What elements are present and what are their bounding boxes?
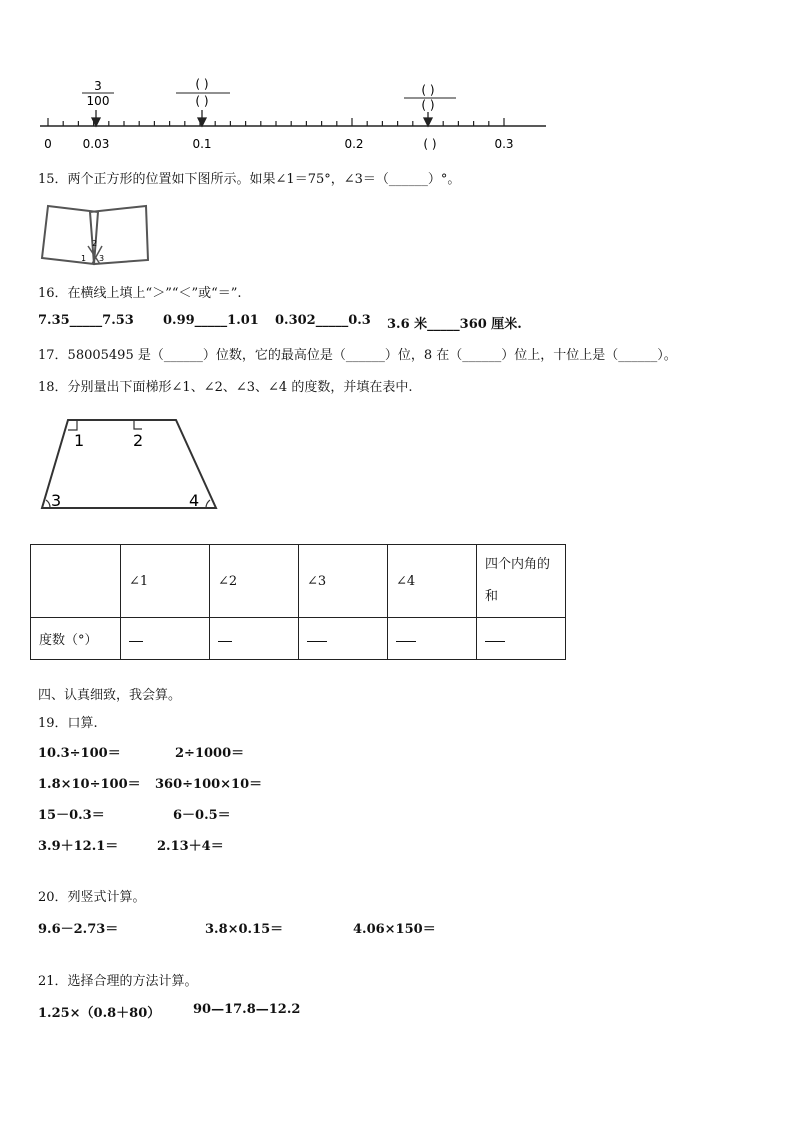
calc-item: 15－0.3＝ (38, 808, 105, 823)
compare-item-4: 3.6 米_____360 厘米. (387, 317, 522, 332)
answer-cell[interactable] (299, 618, 388, 660)
question-21: 21．选择合理的方法计算。 (38, 974, 198, 989)
angle-label-3: 3 (51, 491, 62, 510)
angle-label-1: 1 (81, 254, 87, 263)
table-header-cell: ∠4 (388, 545, 477, 618)
angle-label-4: 4 (189, 491, 200, 510)
table-header-cell: ∠2 (210, 545, 299, 618)
tick-label-0-2: 0.2 (344, 137, 364, 151)
sum-header-line-2: 和 (485, 589, 499, 604)
compare-item-3: 0.302_____0.3 (275, 313, 371, 328)
tick-label-0-1: 0.1 (192, 137, 212, 151)
two-squares-figure (40, 200, 152, 272)
question-16: 16．在横线上填上“＞”“＜”或“＝”. (38, 286, 242, 301)
tick-label-0-3: 0.3 (494, 137, 514, 151)
question-17: 17．58005495 是（______）位数，它的最高位是（______）位，8 在（______）位上，十位上是（______）。 (38, 348, 677, 363)
calc-item: 3.8×0.15＝ (205, 922, 284, 937)
calc-item: 6－0.5＝ (173, 808, 231, 823)
answer-cell[interactable] (210, 618, 299, 660)
answer-cell[interactable] (477, 618, 566, 660)
question-15: 15．两个正方形的位置如下图所示。如果∠1＝75°，∠3＝（______）°。 (38, 172, 461, 187)
arrow-icon (92, 110, 432, 126)
table-header-cell-sum (477, 545, 566, 618)
calc-item: 3.9＋12.1＝ (38, 839, 119, 854)
table-header-cell (31, 545, 121, 618)
question-18: 18．分别量出下面梯形∠1、∠2、∠3、∠4 的度数，并填在表中. (38, 380, 413, 395)
angle-label-1: 1 (74, 431, 85, 450)
tick-label-0: 0 (44, 137, 52, 151)
calc-item: 360÷100×10＝ (155, 777, 263, 792)
tick-label-0-03: 0.03 (82, 137, 110, 151)
angle-label-2: 2 (92, 239, 98, 248)
compare-item-2: 0.99_____1.01 (163, 313, 259, 328)
number-line-figure (36, 74, 556, 154)
calc-item: 1.25×（0.8＋80） (38, 1006, 161, 1021)
calc-item: 1.8×10÷100＝ (38, 777, 141, 792)
calc-item: 4.06×150＝ (353, 922, 436, 937)
question-20: 20．列竖式计算。 (38, 890, 146, 905)
table-row-label: 度数（°） (31, 618, 121, 660)
blank-fraction-2-numerator: ( ) (421, 83, 435, 97)
table-header-cell: ∠1 (121, 545, 210, 618)
calc-item: 90—17.8—12.2 (193, 1002, 301, 1017)
calc-item: 2.13＋4＝ (157, 839, 224, 854)
answer-cell[interactable] (388, 618, 477, 660)
fraction-denominator: 100 (86, 94, 110, 108)
tick-label-blank: ( ) (423, 137, 437, 151)
angle-label-3: 3 (99, 254, 105, 263)
answer-cell[interactable] (121, 618, 210, 660)
angle-degree-table (30, 544, 566, 660)
calc-item: 10.3÷100＝ (38, 746, 121, 761)
table-header-row (31, 545, 566, 618)
table-header-cell: ∠3 (299, 545, 388, 618)
trapezoid-figure (36, 414, 222, 514)
angle-label-2: 2 (133, 431, 144, 450)
table-row (31, 618, 566, 660)
compare-item-1: 7.35_____7.53 (38, 313, 134, 328)
blank-fraction-1-denominator: ( ) (195, 94, 209, 108)
calc-item: 9.6－2.73＝ (38, 922, 119, 937)
section-title: 四、认真细致，我会算。 (38, 688, 182, 703)
calc-item: 2÷1000＝ (175, 746, 245, 761)
blank-fraction-1-numerator: ( ) (195, 77, 209, 91)
sum-header-line-1: 四个内角的 (485, 557, 551, 572)
question-19: 19．口算. (38, 716, 98, 731)
fraction-numerator: 3 (94, 79, 102, 93)
blank-fraction-2-denominator: ( ) (421, 98, 435, 112)
